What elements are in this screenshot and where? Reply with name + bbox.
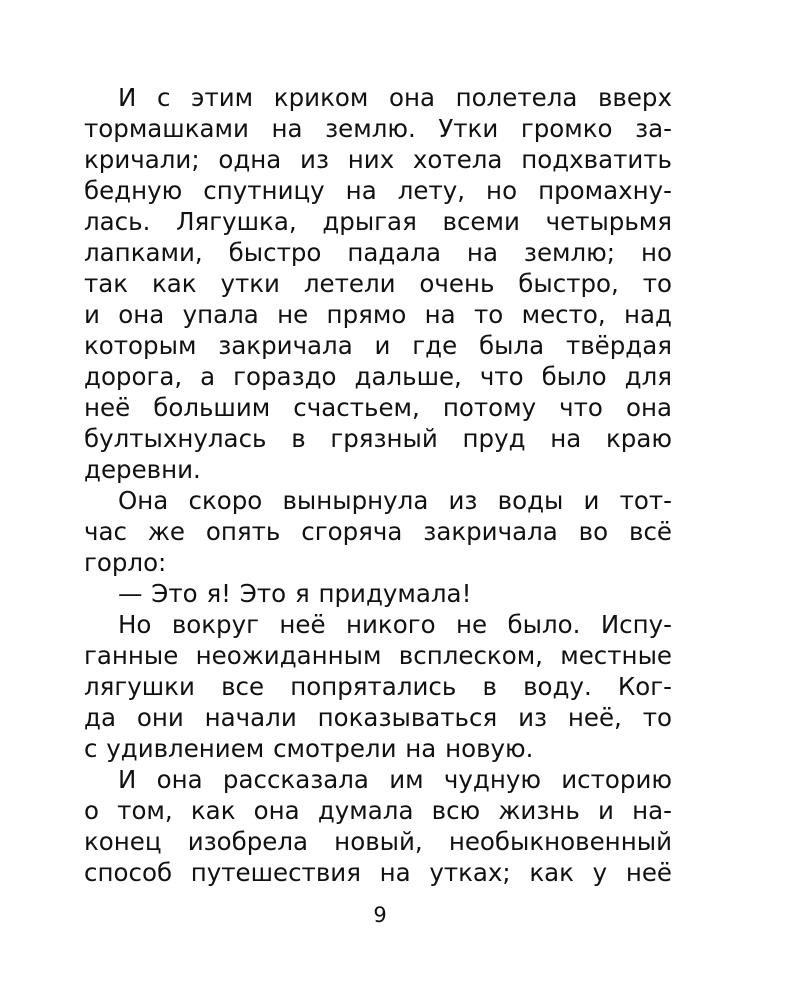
text-line: лягушки все попрятались в воду. Ког-	[84, 672, 672, 701]
page-number: 9	[373, 903, 387, 927]
text-line: И она рассказала им чудную историю	[118, 765, 672, 794]
text-line: тормашками на землю. Утки громко за-	[84, 114, 672, 143]
text-line: о том, как она думала всю жизнь и на-	[84, 796, 672, 825]
text-line: которым закричала и где была твёрдая	[84, 331, 672, 360]
text-line: дорога, а гораздо дальше, что было для	[84, 362, 672, 391]
text-line: деревни.	[84, 455, 201, 484]
text-line: час же опять сгоряча закричала во всё	[84, 517, 672, 546]
text-line: да они начали показываться из неё, то	[84, 703, 672, 732]
text-line: и она упала не прямо на то место, над	[84, 300, 672, 329]
text-body	[84, 82, 672, 888]
text-line: способ путешествия на утках; как у неё	[84, 858, 672, 887]
text-line: И с этим криком она полетела вверх	[118, 83, 672, 112]
text-line: Но вокруг неё никого не было. Испу-	[118, 610, 672, 639]
text-line: Она скоро вынырнула из воды и тот-	[118, 486, 672, 515]
text-line: — Это я! Это я придумала!	[118, 579, 472, 608]
text-line: ганные неожиданным всплеском, местные	[84, 641, 672, 670]
text-line: бултыхнулась в грязный пруд на краю	[84, 424, 672, 453]
text-line: бедную спутницу на лету, но промахну-	[84, 176, 672, 205]
text-line: горло:	[84, 548, 167, 577]
text-line: с удивлением смотрели на новую.	[84, 734, 534, 763]
text-line: конец изобрела новый, необыкновенный	[84, 827, 672, 856]
text-line: кричали; одна из них хотела подхватить	[84, 145, 672, 174]
text-line: неё большим счастьем, потому что она	[84, 393, 672, 422]
text-line: так как утки летели очень быстро, то	[84, 269, 672, 298]
text-line: лась. Лягушка, дрыгая всеми четырьмя	[84, 207, 672, 236]
text-line: лапками, быстро падала на землю; но	[84, 238, 672, 267]
